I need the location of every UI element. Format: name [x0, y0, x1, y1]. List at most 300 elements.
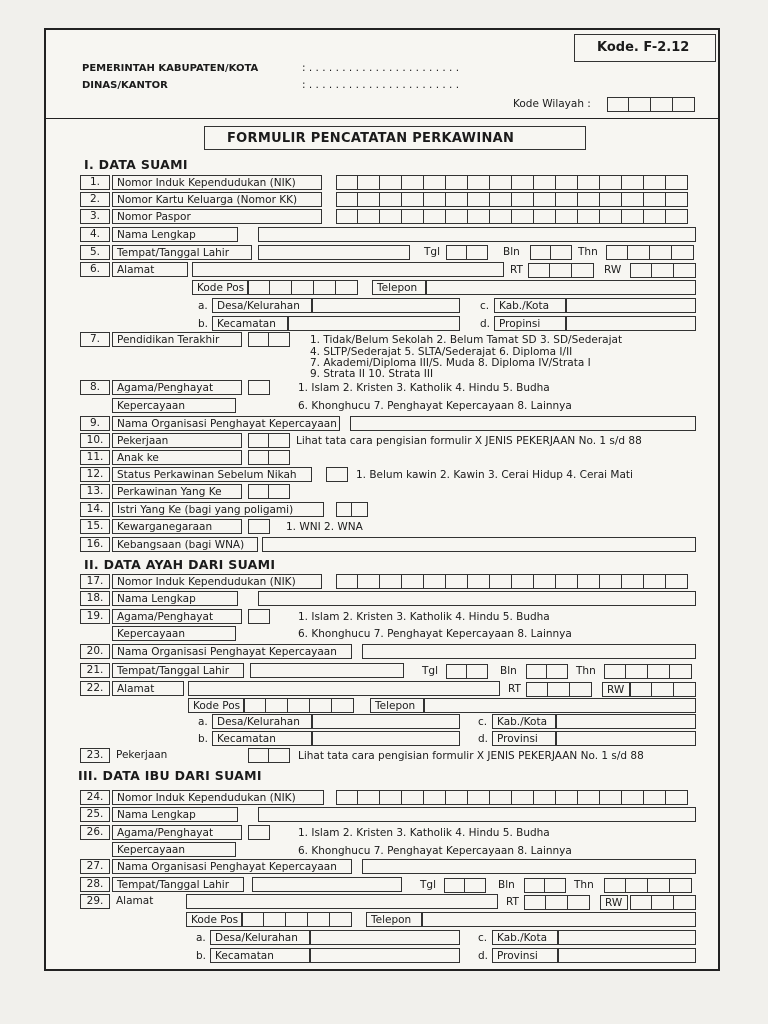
kecamatan-input[interactable] — [312, 731, 460, 746]
row-number: 27. — [80, 859, 110, 874]
input-cell[interactable] — [248, 433, 269, 448]
row-number: 17. — [80, 574, 110, 589]
input-cell[interactable] — [352, 502, 368, 517]
kode-pos-cells[interactable] — [248, 280, 358, 295]
input-cell[interactable] — [468, 790, 490, 805]
nik-ayah-cells[interactable] — [336, 574, 688, 589]
tgl-label: Tgl — [424, 246, 440, 258]
input-cell[interactable] — [604, 664, 626, 679]
section-data-ibu: III. DATA IBU DARI SUAMI — [78, 768, 262, 783]
thn-cells[interactable] — [604, 878, 692, 893]
input-cell[interactable] — [651, 97, 673, 112]
input-cell[interactable] — [622, 175, 644, 190]
input-cell[interactable] — [626, 878, 648, 893]
input-cell[interactable] — [600, 192, 622, 207]
input-cell[interactable] — [600, 574, 622, 589]
input-cell[interactable] — [292, 280, 314, 295]
input-cell[interactable] — [570, 682, 592, 697]
input-cell[interactable] — [556, 574, 578, 589]
input-cell[interactable] — [534, 574, 556, 589]
input-cell[interactable] — [622, 209, 644, 224]
input-cell[interactable] — [465, 878, 486, 893]
input-cell[interactable] — [332, 698, 354, 713]
input-cell[interactable] — [336, 192, 358, 207]
input-cell[interactable] — [644, 192, 666, 207]
perkawinan-ke-cells[interactable] — [248, 484, 290, 499]
input-cell[interactable] — [534, 209, 556, 224]
input-cell[interactable] — [534, 192, 556, 207]
rt-cells[interactable] — [524, 895, 590, 910]
input-cell[interactable] — [402, 790, 424, 805]
telepon-input[interactable] — [422, 912, 696, 927]
input-cell[interactable] — [648, 664, 670, 679]
alamat-label: Alamat — [112, 262, 188, 277]
input-cell[interactable] — [512, 192, 534, 207]
a-label: a. — [198, 716, 208, 728]
desa-input[interactable] — [312, 298, 460, 313]
input-cell[interactable] — [402, 209, 424, 224]
input-cell[interactable] — [468, 192, 490, 207]
bln-cells[interactable] — [530, 245, 572, 260]
input-cell[interactable] — [526, 682, 548, 697]
input-cell[interactable] — [547, 664, 568, 679]
input-cell[interactable] — [556, 209, 578, 224]
input-cell[interactable] — [288, 698, 310, 713]
input-cell[interactable] — [666, 175, 688, 190]
input-cell[interactable] — [524, 878, 545, 893]
input-cell[interactable] — [630, 263, 652, 278]
bln-cells[interactable] — [524, 878, 566, 893]
agama-options: 6. Khonghucu 7. Penghayat Kepercayaan 8. Lainnya — [298, 400, 572, 412]
tempat-lahir-ibu-input[interactable] — [252, 877, 402, 892]
paspor-cells[interactable] — [336, 209, 688, 224]
telepon-input[interactable] — [426, 280, 696, 295]
input-cell[interactable] — [358, 574, 380, 589]
input-cell[interactable] — [490, 175, 512, 190]
input-cell[interactable] — [446, 175, 468, 190]
input-cell[interactable] — [380, 209, 402, 224]
kode-pos-cells[interactable] — [244, 698, 354, 713]
input-cell[interactable] — [607, 97, 629, 112]
input-cell[interactable] — [358, 790, 380, 805]
input-cell[interactable] — [336, 175, 358, 190]
input-cell[interactable] — [674, 263, 696, 278]
anak-ke-cells[interactable] — [248, 450, 290, 465]
input-cell[interactable] — [622, 574, 644, 589]
kewarganegaraan-input[interactable] — [248, 519, 270, 534]
nik-ibu-label: Nomor Induk Kependudukan (NIK) — [112, 790, 324, 805]
input-cell[interactable] — [628, 245, 650, 260]
propinsi-input[interactable] — [566, 316, 696, 331]
input-cell[interactable] — [600, 209, 622, 224]
input-cell[interactable] — [556, 790, 578, 805]
row-number: 11. — [80, 450, 110, 465]
section-data-ayah: II. DATA AYAH DARI SUAMI — [84, 557, 276, 572]
header-divider — [46, 118, 718, 119]
input-cell[interactable] — [269, 332, 290, 347]
istri-ke-label: Istri Yang Ke (bagi yang poligami) — [112, 502, 324, 517]
desa-input[interactable] — [312, 714, 460, 729]
rt-cells[interactable] — [526, 682, 592, 697]
b-label: b. — [198, 318, 209, 330]
input-cell[interactable] — [446, 192, 468, 207]
row-number: 1. — [80, 175, 110, 190]
kab-label: Kab./Kota — [492, 930, 558, 945]
organisasi-input[interactable] — [350, 416, 696, 431]
input-cell[interactable] — [545, 878, 566, 893]
agama-options: 1. Islam 2. Kristen 3. Katholik 4. Hindu 5. Budha — [298, 382, 550, 394]
nama-ibu-input[interactable] — [258, 807, 696, 822]
row-number: 26. — [80, 825, 110, 840]
input-cell[interactable] — [622, 192, 644, 207]
input-cell[interactable] — [446, 209, 468, 224]
nik-ibu-cells[interactable] — [336, 790, 688, 805]
input-cell[interactable] — [248, 450, 269, 465]
kab-label: Kab./Kota — [494, 298, 566, 313]
input-cell[interactable] — [336, 280, 358, 295]
pekerjaan-label: Pekerjaan — [112, 433, 242, 448]
input-cell[interactable] — [380, 790, 402, 805]
organisasi-label: Nama Organisasi Penghayat Kepercayaan — [112, 416, 340, 431]
desa-input[interactable] — [310, 930, 460, 945]
pekerjaan-ayah-label: Pekerjaan — [116, 749, 168, 761]
bln-cells[interactable] — [526, 664, 568, 679]
input-cell[interactable] — [630, 895, 652, 910]
alamat-ayah-input[interactable] — [188, 681, 500, 696]
tempat-lahir-ibu-label: Tempat/Tanggal Lahir — [112, 877, 244, 892]
kecamatan-label: Kecamatan — [212, 316, 288, 331]
input-cell[interactable] — [424, 175, 446, 190]
rw-cells[interactable] — [630, 895, 696, 910]
input-cell[interactable] — [670, 664, 692, 679]
input-cell[interactable] — [644, 175, 666, 190]
input-cell[interactable] — [534, 790, 556, 805]
row-number: 28. — [80, 877, 110, 892]
input-cell[interactable] — [528, 263, 550, 278]
input-cell[interactable] — [644, 574, 666, 589]
row-number: 13. — [80, 484, 110, 499]
input-cell[interactable] — [670, 878, 692, 893]
input-cell[interactable] — [248, 332, 269, 347]
kab-input[interactable] — [558, 930, 696, 945]
tempat-lahir-input[interactable] — [258, 245, 410, 260]
rt-cells[interactable] — [528, 263, 594, 278]
row-number: 29. — [80, 894, 110, 909]
input-cell[interactable] — [512, 175, 534, 190]
input-cell[interactable] — [269, 433, 290, 448]
thn-label: Thn — [578, 246, 598, 258]
telepon-label: Telepon — [372, 280, 426, 295]
input-cell[interactable] — [604, 878, 626, 893]
input-cell[interactable] — [572, 263, 594, 278]
input-cell[interactable] — [666, 192, 688, 207]
thn-cells[interactable] — [604, 664, 692, 679]
input-cell[interactable] — [446, 574, 468, 589]
input-cell[interactable] — [424, 574, 446, 589]
organisasi-ibu-input[interactable] — [362, 859, 696, 874]
dinas-dots: : . . . . . . . . . . . . . . . . . . . . . . . — [302, 79, 460, 91]
kewarganegaraan-options: 1. WNI 2. WNA — [286, 521, 363, 533]
kode-wilayah-label: Kode Wilayah : — [513, 98, 591, 110]
input-cell[interactable] — [467, 664, 488, 679]
organisasi-ayah-label: Nama Organisasi Penghayat Kepercayaan — [112, 644, 352, 659]
kk-cells[interactable] — [336, 192, 688, 207]
input-cell[interactable] — [248, 484, 269, 499]
agama-options: 1. Islam 2. Kristen 3. Katholik 4. Hindu 5. Budha — [298, 611, 550, 623]
input-cell[interactable] — [424, 192, 446, 207]
input-cell[interactable] — [578, 192, 600, 207]
pendidikan-options: 4. SLTP/Sederajat 5. SLTA/Sederajat 6. Diploma I/II — [310, 346, 573, 358]
telepon-label: Telepon — [366, 912, 422, 927]
input-cell[interactable] — [672, 245, 694, 260]
istri-ke-cells[interactable] — [336, 502, 368, 517]
input-cell[interactable] — [666, 790, 688, 805]
input-cell[interactable] — [402, 192, 424, 207]
input-cell[interactable] — [530, 245, 551, 260]
input-cell[interactable] — [578, 175, 600, 190]
pendidikan-cells[interactable] — [248, 332, 290, 347]
row-number: 14. — [80, 502, 110, 517]
input-cell[interactable] — [674, 682, 696, 697]
pekerjaan-note: Lihat tata cara pengisian formulir X JENIS PEKERJAAN No. 1 s/d 88 — [296, 435, 642, 447]
section-data-suami: I. DATA SUAMI — [84, 157, 188, 172]
bln-label: Bln — [503, 246, 520, 258]
row-number: 25. — [80, 807, 110, 822]
dinas-label: DINAS/KANTOR — [82, 80, 168, 91]
kk-label: Nomor Kartu Keluarga (Nomor KK) — [112, 192, 322, 207]
input-cell[interactable] — [446, 790, 468, 805]
rw-cells[interactable] — [630, 682, 696, 697]
input-cell[interactable] — [402, 175, 424, 190]
input-cell[interactable] — [264, 912, 286, 927]
row-number: 21. — [80, 663, 110, 678]
input-cell[interactable] — [402, 574, 424, 589]
input-cell[interactable] — [468, 574, 490, 589]
provinsi-label: Provinsi — [492, 948, 558, 963]
input-cell[interactable] — [358, 209, 380, 224]
row-number: 16. — [80, 537, 110, 552]
provinsi-input[interactable] — [556, 731, 696, 746]
pekerjaan-cells[interactable] — [248, 433, 290, 448]
agama-input[interactable] — [248, 380, 270, 395]
input-cell[interactable] — [446, 664, 467, 679]
nama-ayah-input[interactable] — [258, 591, 696, 606]
row-number: 8. — [80, 380, 110, 395]
kecamatan-label: Kecamatan — [210, 948, 310, 963]
input-cell[interactable] — [512, 209, 534, 224]
input-cell[interactable] — [310, 698, 332, 713]
input-cell[interactable] — [548, 682, 570, 697]
input-cell[interactable] — [644, 209, 666, 224]
input-cell[interactable] — [270, 280, 292, 295]
input-cell[interactable] — [336, 790, 358, 805]
nama-input[interactable] — [258, 227, 696, 242]
kode-text: Kode. F-2.12 — [597, 40, 690, 55]
input-cell[interactable] — [630, 682, 652, 697]
input-cell[interactable] — [650, 245, 672, 260]
tgl-label: Tgl — [422, 665, 438, 677]
input-cell[interactable] — [556, 175, 578, 190]
propinsi-label: Propinsi — [494, 316, 566, 331]
kecamatan-input[interactable] — [288, 316, 460, 331]
input-cell[interactable] — [600, 175, 622, 190]
kode-pos-label: Kode Pos — [192, 280, 248, 295]
input-cell[interactable] — [556, 192, 578, 207]
input-cell[interactable] — [578, 790, 600, 805]
b-label: b. — [198, 733, 209, 745]
input-cell[interactable] — [546, 895, 568, 910]
input-cell[interactable] — [269, 450, 290, 465]
kecamatan-label: Kecamatan — [212, 731, 312, 746]
input-cell[interactable] — [269, 484, 290, 499]
pendidikan-options: 1. Tidak/Belum Sekolah 2. Belum Tamat SD 3. SD/Sederajat — [310, 334, 623, 346]
tgl-cells[interactable] — [446, 664, 488, 679]
rw-cells[interactable] — [630, 263, 696, 278]
row-number: 2. — [80, 192, 110, 207]
input-cell[interactable] — [512, 574, 534, 589]
input-cell[interactable] — [550, 263, 572, 278]
perkawinan-ke-label: Perkawinan Yang Ke — [112, 484, 242, 499]
tempat-lahir-ayah-input[interactable] — [250, 663, 404, 678]
input-cell[interactable] — [652, 263, 674, 278]
input-cell[interactable] — [336, 209, 358, 224]
alamat-input[interactable] — [192, 262, 504, 277]
input-cell[interactable] — [248, 748, 269, 763]
input-cell[interactable] — [424, 209, 446, 224]
nama-label: Nama Lengkap — [112, 227, 238, 242]
input-cell[interactable] — [467, 245, 488, 260]
anak-ke-label: Anak ke — [112, 450, 242, 465]
kebangsaan-input[interactable] — [262, 537, 696, 552]
input-cell[interactable] — [336, 574, 358, 589]
input-cell[interactable] — [568, 895, 590, 910]
input-cell[interactable] — [674, 895, 696, 910]
input-cell[interactable] — [629, 97, 651, 112]
input-cell[interactable] — [578, 209, 600, 224]
nama-ayah-label: Nama Lengkap — [112, 591, 238, 606]
input-cell[interactable] — [652, 682, 674, 697]
input-cell[interactable] — [600, 790, 622, 805]
input-cell[interactable] — [551, 245, 572, 260]
rw-label: RW — [602, 682, 630, 697]
input-cell[interactable] — [666, 574, 688, 589]
input-cell[interactable] — [308, 912, 330, 927]
input-cell[interactable] — [424, 790, 446, 805]
tgl-cells[interactable] — [446, 245, 488, 260]
input-cell[interactable] — [266, 698, 288, 713]
input-cell[interactable] — [644, 790, 666, 805]
tgl-cells[interactable] — [444, 878, 486, 893]
bln-label: Bln — [500, 665, 517, 677]
input-cell[interactable] — [534, 175, 556, 190]
form-page — [44, 28, 720, 971]
input-cell[interactable] — [524, 895, 546, 910]
organisasi-ayah-input[interactable] — [362, 644, 696, 659]
pemerintah-dots: : . . . . . . . . . . . . . . . . . . . . . . . — [302, 62, 460, 74]
thn-cells[interactable] — [606, 245, 694, 260]
alamat-ibu-input[interactable] — [186, 894, 498, 909]
input-cell[interactable] — [446, 245, 467, 260]
input-cell[interactable] — [512, 790, 534, 805]
agama-options: 6. Khonghucu 7. Penghayat Kepercayaan 8. Lainnya — [298, 628, 572, 640]
agama-ibu-input[interactable] — [248, 825, 270, 840]
status-input[interactable] — [326, 467, 348, 482]
row-number: 7. — [80, 332, 110, 347]
nik-cells[interactable] — [336, 175, 688, 190]
input-cell[interactable] — [244, 698, 266, 713]
input-cell[interactable] — [358, 192, 380, 207]
agama-ayah-input[interactable] — [248, 609, 270, 624]
d-label: d. — [478, 950, 489, 962]
input-cell[interactable] — [490, 192, 512, 207]
input-cell[interactable] — [490, 574, 512, 589]
input-cell[interactable] — [626, 664, 648, 679]
input-cell[interactable] — [380, 192, 402, 207]
kepercayaan-label: Kepercayaan — [112, 626, 236, 641]
input-cell[interactable] — [648, 878, 670, 893]
pemerintah-label: PEMERINTAH KABUPATEN/KOTA — [82, 63, 259, 74]
agama-options: 6. Khonghucu 7. Penghayat Kepercayaan 8. Lainnya — [298, 845, 572, 857]
input-cell[interactable] — [652, 895, 674, 910]
input-cell[interactable] — [673, 97, 695, 112]
input-cell[interactable] — [468, 175, 490, 190]
input-cell[interactable] — [380, 175, 402, 190]
status-options: 1. Belum kawin 2. Kawin 3. Cerai Hidup 4. Cerai Mati — [356, 469, 633, 481]
kode-pos-cells[interactable] — [242, 912, 352, 927]
input-cell[interactable] — [490, 209, 512, 224]
input-cell[interactable] — [286, 912, 308, 927]
kecamatan-input[interactable] — [310, 948, 460, 963]
input-cell[interactable] — [269, 748, 290, 763]
input-cell[interactable] — [622, 790, 644, 805]
a-label: a. — [196, 932, 206, 944]
kebangsaan-label: Kebangsaan (bagi WNA) — [112, 537, 258, 552]
input-cell[interactable] — [314, 280, 336, 295]
alamat-ayah-label: Alamat — [112, 681, 184, 696]
input-cell[interactable] — [666, 209, 688, 224]
input-cell[interactable] — [468, 209, 490, 224]
input-cell[interactable] — [336, 502, 352, 517]
desa-label: Desa/Kelurahan — [212, 714, 312, 729]
nik-ayah-label: Nomor Induk Kependudukan (NIK) — [112, 574, 322, 589]
provinsi-input[interactable] — [558, 948, 696, 963]
input-cell[interactable] — [248, 280, 270, 295]
kode-wilayah-cells[interactable] — [607, 97, 695, 112]
telepon-input[interactable] — [424, 698, 696, 713]
row-number: 18. — [80, 591, 110, 606]
input-cell[interactable] — [444, 878, 465, 893]
pekerjaan-ayah-cells[interactable] — [248, 748, 290, 763]
kab-input[interactable] — [566, 298, 696, 313]
input-cell[interactable] — [242, 912, 264, 927]
input-cell[interactable] — [606, 245, 628, 260]
rt-label: RT — [508, 683, 521, 695]
input-cell[interactable] — [330, 912, 352, 927]
telepon-label: Telepon — [370, 698, 424, 713]
pendidikan-label: Pendidikan Terakhir — [112, 332, 242, 347]
input-cell[interactable] — [526, 664, 547, 679]
input-cell[interactable] — [358, 175, 380, 190]
a-label: a. — [198, 300, 208, 312]
kab-input[interactable] — [556, 714, 696, 729]
input-cell[interactable] — [490, 790, 512, 805]
input-cell[interactable] — [380, 574, 402, 589]
agama-ibu-label: Agama/Penghayat — [112, 825, 242, 840]
input-cell[interactable] — [578, 574, 600, 589]
agama-ayah-label: Agama/Penghayat — [112, 609, 242, 624]
kode-box — [574, 34, 716, 62]
c-label: c. — [478, 932, 488, 944]
